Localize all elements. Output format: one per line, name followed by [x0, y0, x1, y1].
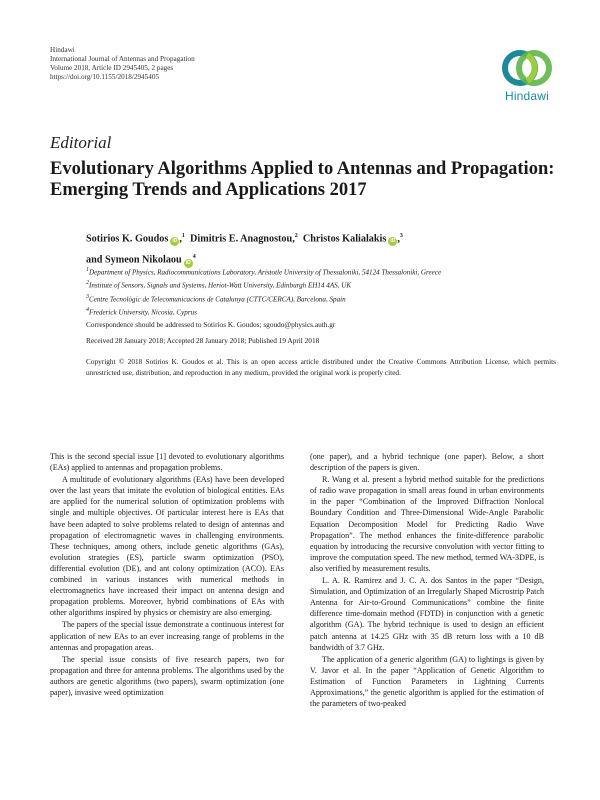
- affiliation-text: Institute of Sensors, Signals and Systems, Heriot-Watt University, Edinburgh EH14 4AS, UK: [89, 281, 352, 290]
- body-paragraph: A multitude of evolutionary algorithms (EAs) have been developed over the last years that imitate the evolution of biological entities. EAs are applied for the numerical solution of optimization problems with single and multiple objectives. Of particular interest here is EAs that have been adapted to solve problems related to design of antennas and propagation of electromagnetic waves in challenging environments. These techniques, among others, include genetic algorithms (GAs), evolution strategies (ES), particle swarm optimization (PSO), differential evolution (DE), and ant colony optimization (ACO). EAs combined in various instances with numerical methods in electromagnetics have increased their impact on antenna design and propagation problems. Moreover, hybrid combinations of EAs with other algorithms inspired by physics or chemistry are also emerging.: [50, 475, 284, 618]
- affiliation-mark: 3: [86, 293, 89, 300]
- body-paragraph: The application of a generic algorithm (GA) to lightings is given by V. Javor et al. In the paper “Application of Genetic Algorithm to Estimation of Function Parameters in Lightning Currents Approximations,” the genetic algorithm is applied for the estimation of the parameters of two-peaked: [310, 654, 544, 709]
- correspondence-note: Correspondence should be addressed to Sotirios K. Goudos; sgoudo@physics.auth.gr: [86, 320, 336, 329]
- affiliation-item: [86, 292, 566, 305]
- author-affiliation-mark: 4: [192, 254, 196, 261]
- affiliation-list: [86, 265, 566, 318]
- author-list: Sotirios K. Goudos iD ,$^1$ Dimitris E. Anagnostou,$^2$ Christos Kalialakis iD ,$^3$ and Symeon Nikolaou $iD^4$: [86, 233, 403, 266]
- hindawi-wordmark: Hindawi: [504, 89, 550, 103]
- affiliation-mark: 1: [86, 267, 89, 273]
- affiliation-text: Centre Tecnològic de Telecomunicacions de Catalunya (CTTC/CERCA), Barcelona, Spain: [89, 295, 346, 304]
- affiliation-text: Department of Physics, Radiocommunications Laboratory, Aristotle University of Thessaloniki, 54124 Thessaloniki, Greece: [89, 268, 442, 277]
- orcid-icon[interactable]: iD: [172, 238, 178, 245]
- orcid-icon[interactable]: iD: [390, 238, 396, 245]
- author-affiliation-mark: 1: [181, 233, 185, 239]
- body-paragraph: (one paper), and a hybrid technique (one paper). Below, a short description of the papers is given.: [310, 452, 544, 473]
- article-dates: Received 28 January 2018; Accepted 28 January 2018; Published 19 April 2018: [86, 336, 320, 345]
- affiliation-mark: 4: [86, 307, 89, 314]
- orcid-icon[interactable]: iD: [185, 259, 191, 266]
- volume-info: Volume 2018, Article ID 2945405, 2 pages: [50, 64, 174, 72]
- body-paragraph: The papers of the special issue demonstrate a continuous interest for application of new EAs to an ever increasing range of problems in the antennas and propagation areas.: [50, 620, 284, 652]
- affiliation-mark: 2: [86, 280, 89, 287]
- title-line-2: Emerging Trends and Applications 2017: [50, 180, 367, 200]
- body-paragraph: L. A. R. Ramirez and J. C. A. dos Santos in the paper “Design, Simulation, and Optimization of an Irregularly Shaped Microstrip Patch Antenna for Air-to-Ground Communications” combine the finite difference time-domain method (FDTD) in conjunction with a genetic algorithm (GA). The hybrid technique is used to design an efficient patch antenna at 14.25 GHz with 35 dB return loss with a 10 dB bandwidth of 3.7 GHz.: [310, 576, 544, 652]
- affiliation-text: Frederick University, Nicosia, Cyprus: [89, 308, 197, 317]
- title-line-1: Evolutionary Algorithms Applied to Antennas and Propagation:: [50, 159, 555, 179]
- author-name: Christos Kalialakis: [302, 233, 387, 245]
- author-affiliation-mark: 3: [399, 233, 403, 239]
- author-name: Sotirios K. Goudos: [86, 233, 169, 245]
- publisher-name: Hindawi: [50, 46, 75, 54]
- affiliation-item: [86, 278, 566, 291]
- author-name: and Symeon Nikolaou: [86, 254, 182, 266]
- doi-link[interactable]: https://doi.org/10.1155/2018/2945405: [50, 73, 160, 81]
- copyright-notice: Copyright © 2018 Sotirios K. Goudos et al. This is an open access article distributed under the Creative Commons Attribution License, which permits unrestricted use, distribution, and reproduction in any medium, provided the original work is properly cited.: [86, 357, 556, 377]
- article-title: [50, 159, 570, 201]
- body-paragraph: The special issue consists of five research papers, two for propagation and three for antenna problems. The algorithms used by the authors are genetic algorithms (two papers), swarm optimization (one paper), invasive weed optimization: [50, 654, 284, 697]
- affiliation-item: [86, 265, 566, 278]
- author-affiliation-mark: 2: [294, 233, 298, 239]
- affiliation-item: [86, 305, 566, 318]
- author-name: Dimitris E. Anagnostou,: [190, 233, 295, 245]
- journal-header: [50, 46, 195, 82]
- body-paragraph: R. Wang et al. present a hybrid method suitable for the predictions of radio wave propagation in small areas found in urban environments in the paper “Combination of the Improved Diffraction Nonlocal Boundary Condition and Three-Dimensional Wide-Angle Parabolic Equation Decomposition Model for Predicting Radio Wave Propagation”. The method enhances the finite-difference parabolic equation by introducing the recursive convolution with vector fitting to improve the computation speed. The new method, termed WA-3DPE, is also verified by measurement results.: [310, 475, 544, 573]
- body-paragraph: This is the second special issue [1] devoted to evolutionary algorithms (EAs) applied to antennas and propagation problems.: [50, 452, 284, 473]
- article-category: Editorial: [50, 133, 112, 152]
- journal-name: International Journal of Antennas and Propagation: [50, 55, 195, 63]
- body-column-left: [50, 451, 284, 699]
- body-column-right: [310, 451, 544, 710]
